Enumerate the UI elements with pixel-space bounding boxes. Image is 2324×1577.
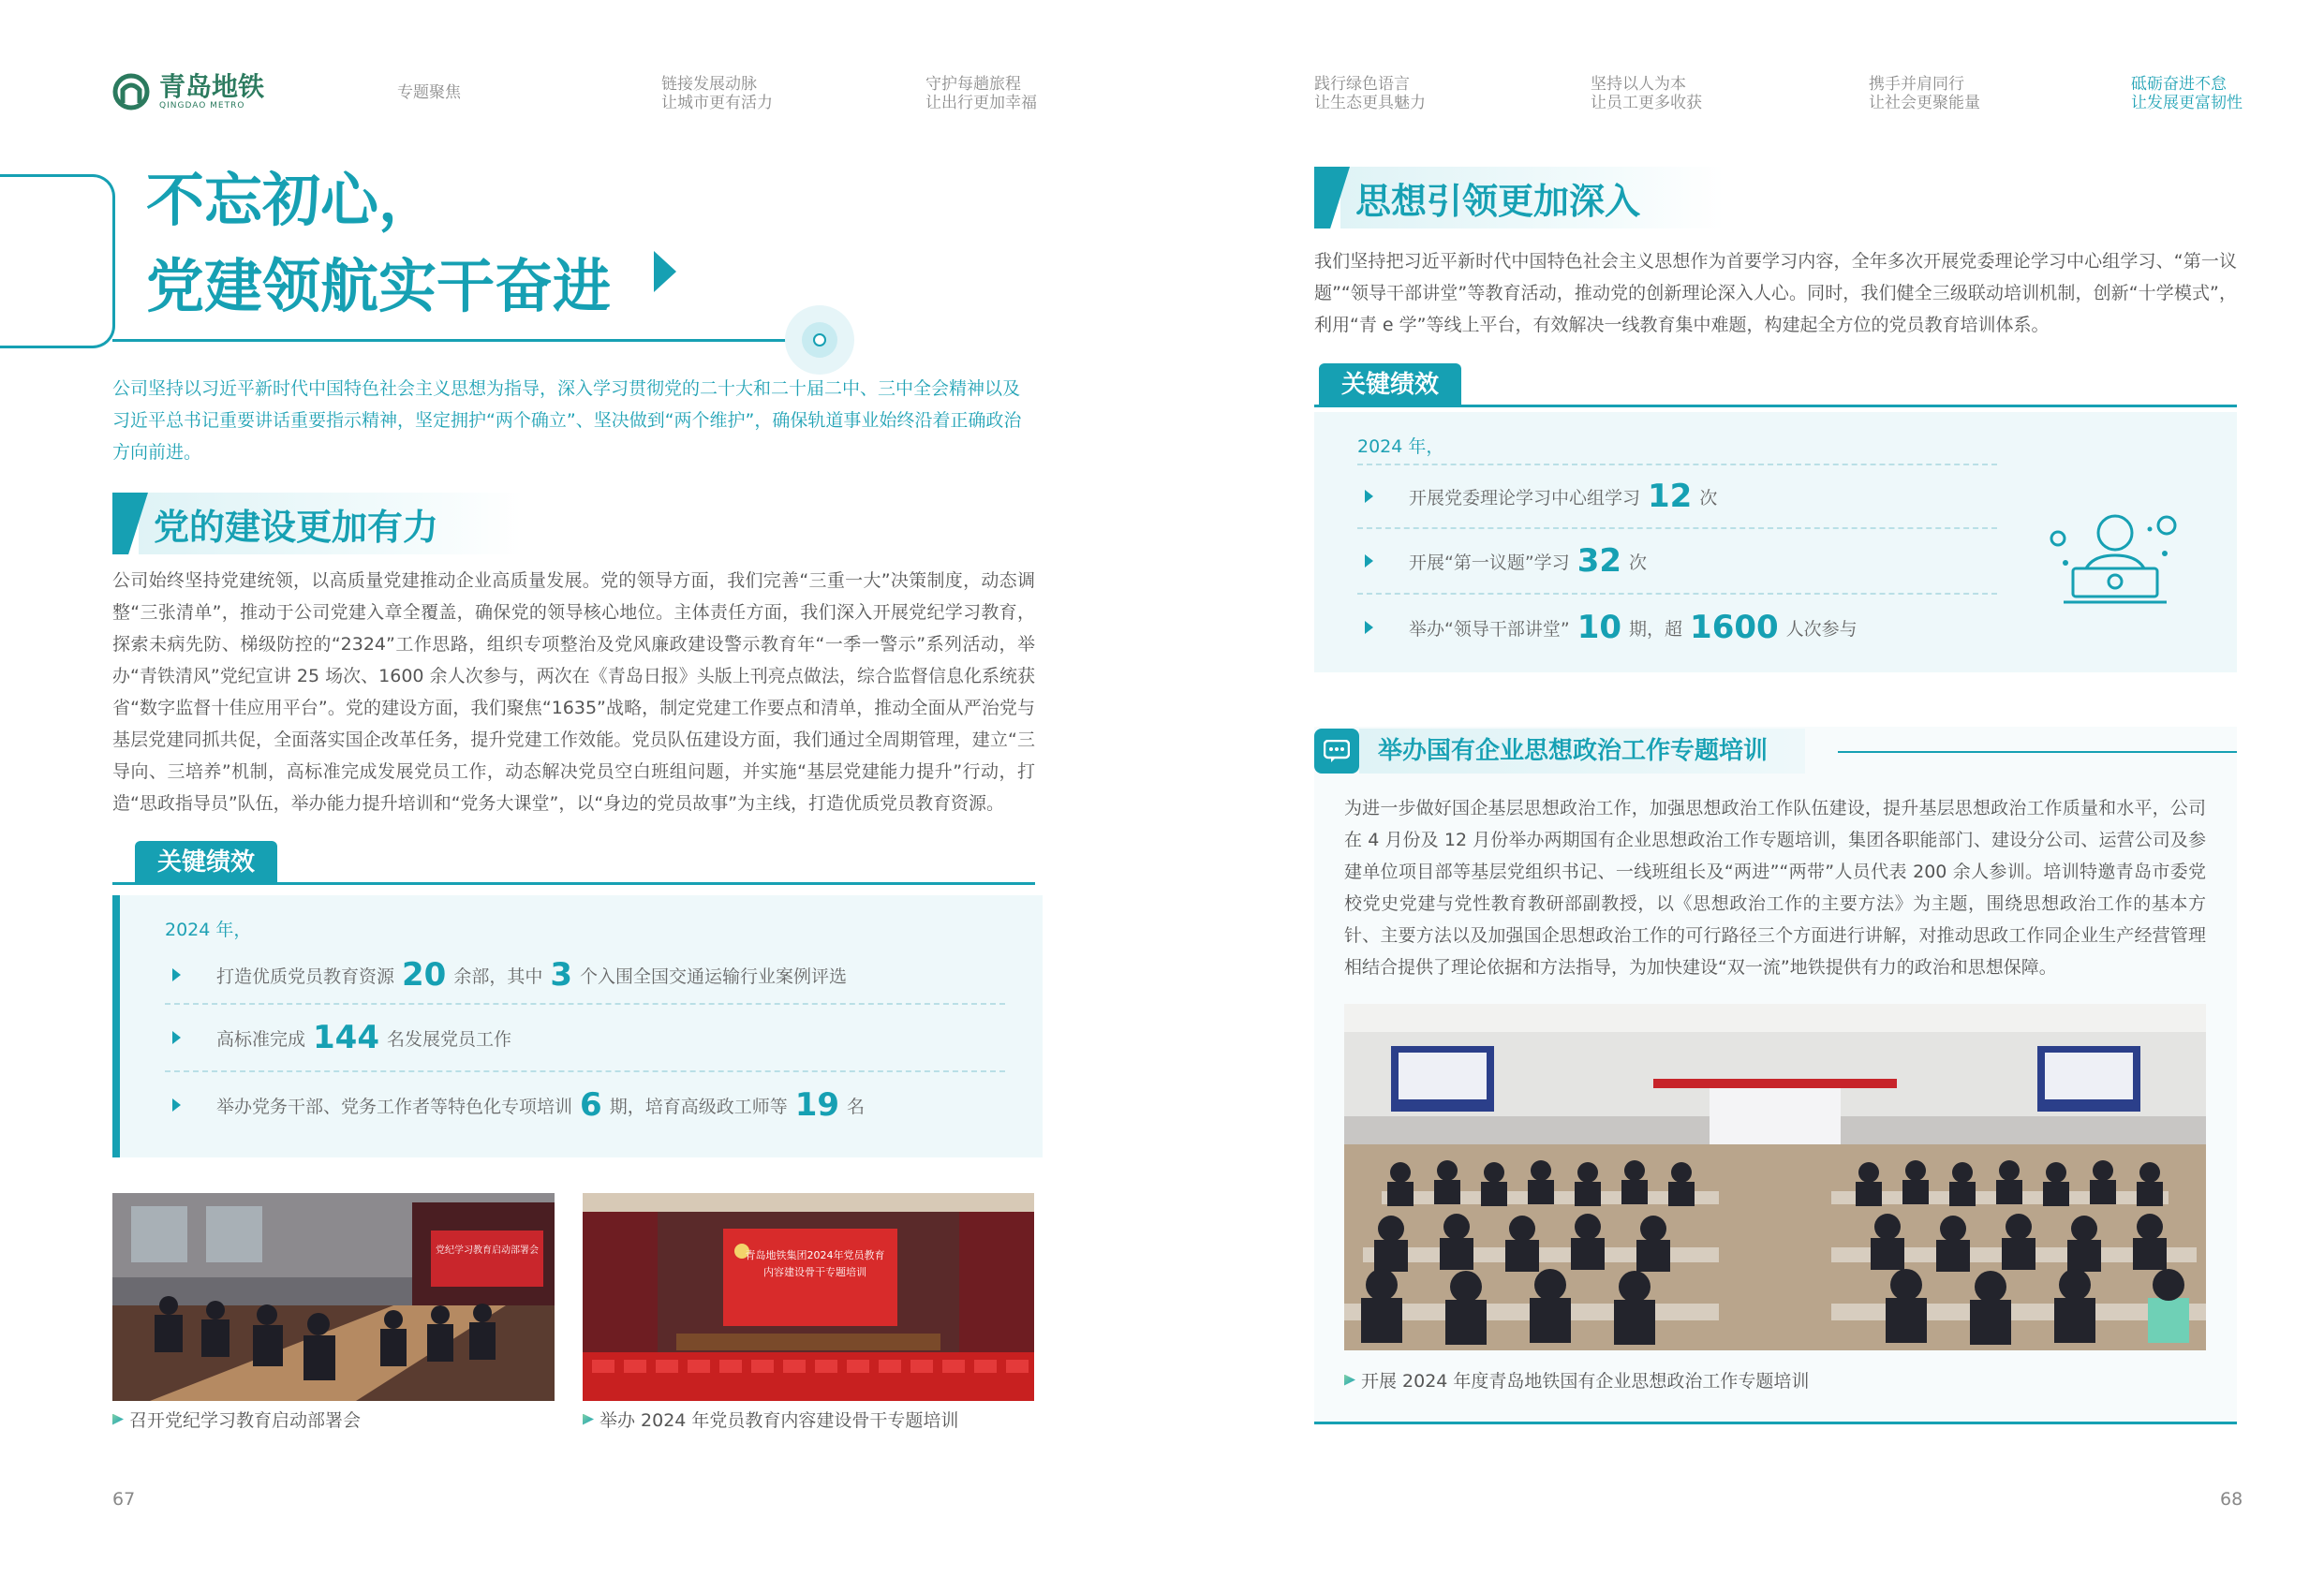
intro-paragraph: 公司坚持以习近平新时代中国特色社会主义思想为指导，深入学习贯彻党的二十大和二十届二中、三中全会精神以及习近平总书记重要讲话重要指示精神，坚定拥护“两个确立”、坚决做到“两个维护”，确保轨道事业始终沿着正确政治方向前进。 <box>112 378 1022 463</box>
photo2-screen-line1: 青岛地铁集团2024年党员教育 <box>745 1249 885 1261</box>
nav-label: 携手并肩同行 <box>1869 75 1964 94</box>
kp-text: 打造优质党员教育资源 <box>216 965 395 987</box>
kp-number: 3 <box>550 956 573 994</box>
kp-text: 举办党务干部、党务工作者等特色化专项培训 <box>216 1096 573 1117</box>
nav-item-focus[interactable] <box>397 83 461 102</box>
nav-label: 坚持以人为本 <box>1591 75 1686 94</box>
section-heading-party <box>112 493 523 554</box>
kp-text: 举办“领导干部讲堂” <box>1409 618 1570 640</box>
key-results-title: 关键绩效 <box>135 841 277 884</box>
caption-text: 举办 2024 年党员教育内容建设骨干专题培训 <box>600 1410 959 1431</box>
kp-number: 19 <box>794 1086 840 1124</box>
nav-label: 践行绿色语言 <box>1314 75 1410 94</box>
kp-text: 名 <box>847 1096 866 1117</box>
key-results-tag <box>135 841 277 884</box>
nav-sublabel: 让发展更富韧性 <box>2131 94 2243 112</box>
kp-number: 10 <box>1576 609 1622 646</box>
kp-number: 32 <box>1576 542 1622 580</box>
logo-text-cn: 青岛地铁 <box>159 71 265 102</box>
logo <box>112 73 264 111</box>
page-title <box>146 157 611 330</box>
arrow-icon <box>1365 490 1373 503</box>
kp-number: 144 <box>313 1019 379 1056</box>
kp-text: 名发展党员工作 <box>387 1028 512 1050</box>
caption-text: 召开党纪学习教育启动部署会 <box>129 1410 362 1431</box>
nav-sublabel: 让员工更多收获 <box>1591 94 1702 112</box>
caption-arrow-icon <box>112 1414 124 1425</box>
key-result-item <box>165 1072 1005 1138</box>
kp-text: 次 <box>1699 487 1718 508</box>
key-results-box-right <box>1314 412 2237 672</box>
kp-text: 次 <box>1629 552 1648 573</box>
photo-party-meeting <box>112 1193 555 1401</box>
nav-item-city[interactable] <box>661 75 773 112</box>
key-results-line <box>112 882 1035 885</box>
section-title: 党的建设更加有力 <box>139 493 523 554</box>
kp-number: 12 <box>1648 478 1693 515</box>
chat-icon <box>1314 729 1359 774</box>
nav-item-development[interactable] <box>2131 75 2243 112</box>
key-result-item <box>165 947 1005 1005</box>
nav-label: 专题聚焦 <box>397 83 461 102</box>
photo-party-training <box>583 1193 1034 1401</box>
kp-number: 6 <box>580 1086 602 1124</box>
kp-text: 余部，其中 <box>453 965 543 987</box>
key-result-item <box>1357 595 1997 660</box>
page-number-right: 68 <box>2220 1489 2243 1510</box>
key-results-title: 关键绩效 <box>1319 363 1461 406</box>
training-paragraph: 为进一步做好国企基层思想政治工作，加强思想政治工作队伍建设，提升基层思想政治工作质量和水平，公司在 4 月份及 12 月份举办两期国有企业思想政治工作专题培训，集团各职能部门、建设分公司、运营公司及参建单位项目部等基层党组织书记、一线班组长及“两进”“两带”人员代表 200 余人参训。培训特邀青岛市委党校党史党建与党性教育教研部副教授，以《思想政治工作的主要方法》为主题，围绕思想政治工作的基本方针、主要方法以及加强国企思想政治工作的可行路径三个方面进行讲解，对推动思政工作同企业生产经营管理相结合提供了理论依据和方法指导，为加快建设“双一流”地铁提供有力的政治和思想保障。 <box>1344 798 2206 978</box>
training-photo-caption <box>1344 1367 1809 1393</box>
title-dot-center <box>813 333 826 346</box>
nav-label: 链接发展动脉 <box>661 75 757 94</box>
nav-item-travel[interactable] <box>925 75 1037 112</box>
section-title: 思想引领更加深入 <box>1340 167 1724 228</box>
key-results-line-right <box>1314 405 2237 407</box>
key-results-year: 2024 年， <box>1357 436 1444 457</box>
arrow-icon <box>172 968 181 981</box>
metro-logo-icon <box>112 73 150 111</box>
nav-label: 砥砺奋进不怠 <box>2131 75 2227 94</box>
arrow-icon <box>1365 621 1373 634</box>
kp-text: 期，培育高级政工师等 <box>609 1096 788 1117</box>
key-results-year: 2024 年， <box>165 920 252 940</box>
kp-text: 期，超 <box>1629 618 1683 640</box>
photo1-caption <box>112 1407 361 1432</box>
kp-number: 20 <box>402 956 447 994</box>
training-bottom-line <box>1314 1422 2237 1424</box>
nav-sublabel: 让社会更聚能量 <box>1869 94 1980 112</box>
kp-number: 1600 <box>1690 609 1779 646</box>
key-results-tag-right <box>1319 363 1461 406</box>
online-learning-icon <box>2045 501 2185 613</box>
nav-item-society[interactable] <box>1869 75 1980 112</box>
nav-label: 守护每趟旅程 <box>925 75 1021 94</box>
nav-sublabel: 让城市更有活力 <box>661 94 773 112</box>
title-underline <box>112 339 806 342</box>
photo2-screen-line2: 内容建设骨干专题培训 <box>763 1266 866 1278</box>
key-result-item <box>1357 465 1997 529</box>
arrow-icon <box>172 1098 181 1112</box>
key-result-item <box>165 1005 1005 1072</box>
thought-paragraph: 我们坚持把习近平新时代中国特色社会主义思想作为首要学习内容，全年多次开展党委理论学习中心组学习、“第一议题”“领导干部讲堂”等教育活动，推动党的创新理论深入人心。同时，我们健全三级联动培训机制，创新“十学模式”，利用“青 e 学”等线上平台，有效解决一线教育集中难题，构建起全方位的党员教育培训体系。 <box>1314 251 2237 335</box>
caption-arrow-icon <box>1344 1375 1355 1386</box>
key-results-box <box>112 895 1043 1157</box>
kp-text: 个入围全国交通运输行业案例评选 <box>580 965 848 987</box>
key-result-item <box>1357 529 1997 595</box>
title-frame <box>0 174 115 348</box>
title-arrow-icon <box>654 251 676 292</box>
nav-sublabel: 让出行更加幸福 <box>925 94 1037 112</box>
nav-sublabel: 让生态更具魅力 <box>1314 94 1426 112</box>
page-title-line2: 党建领航实干奋进 <box>146 252 612 320</box>
logo-text-en: QINGDAO METRO <box>159 101 245 111</box>
photo2-caption <box>583 1407 958 1432</box>
caption-arrow-icon <box>583 1414 594 1425</box>
training-title: 举办国有企业思想政治工作专题培训 <box>1359 729 1805 774</box>
kp-text: 高标准完成 <box>216 1028 306 1050</box>
caption-text: 开展 2024 年度青岛地铁国有企业思想政治工作专题培训 <box>1361 1371 1810 1392</box>
party-paragraph: 公司始终坚持党建统领，以高质量党建推动企业高质量发展。党的领导方面，我们完善“三重一大”决策制度，动态调整“三张清单”，推动于公司党建入章全覆盖，确保党的领导核心地位。主体责任方面，我们深入开展党纪学习教育，探索未病先防、梯级防控的“2324”工作思路，组织专项整治及党风廉政建设警示教育年“一季一警示”系列活动，举办“青铁清风”党纪宣讲 25 场次、1600 余人次参与，两次在《青岛日报》头版上刊亮点做法，综合监督信息化系统获省“数字监督十佳应用平台”。党的建设方面，我们聚焦“1635”战略，制定党建工作要点和清单，推动全面从严治党与基层党建同抓共促，全面落实国企改革任务，提升党建工作效能。党员队伍建设方面，我们通过全周期管理，建立“三导向、三培养”机制，高标准完成发展党员工作，动态解决党员空白班组问题，并实施“基层党建能力提升”行动，打造“思政指导员”队伍，举办能力提升培训和“党务大课堂”，以“身边的党员故事”为主线，打造优质党员教育资源。 <box>112 570 1035 814</box>
page-title-line1: 不忘初心， <box>146 166 437 234</box>
photo-training-classroom <box>1344 1004 2206 1350</box>
training-heading <box>1314 729 1805 774</box>
photo1-screen-text: 党纪学习教育启动部署会 <box>436 1245 539 1256</box>
training-title-line <box>1838 751 2237 753</box>
arrow-icon <box>1365 554 1373 567</box>
nav-item-employees[interactable] <box>1591 75 1702 112</box>
nav-item-ecology[interactable] <box>1314 75 1426 112</box>
arrow-icon <box>172 1031 181 1044</box>
kp-text: 开展“第一议题”学习 <box>1409 552 1570 573</box>
page-number-left: 67 <box>112 1489 136 1510</box>
kp-text: 人次参与 <box>1785 618 1858 640</box>
kp-text: 开展党委理论学习中心组学习 <box>1409 487 1641 508</box>
section-heading-thought <box>1314 167 1724 228</box>
